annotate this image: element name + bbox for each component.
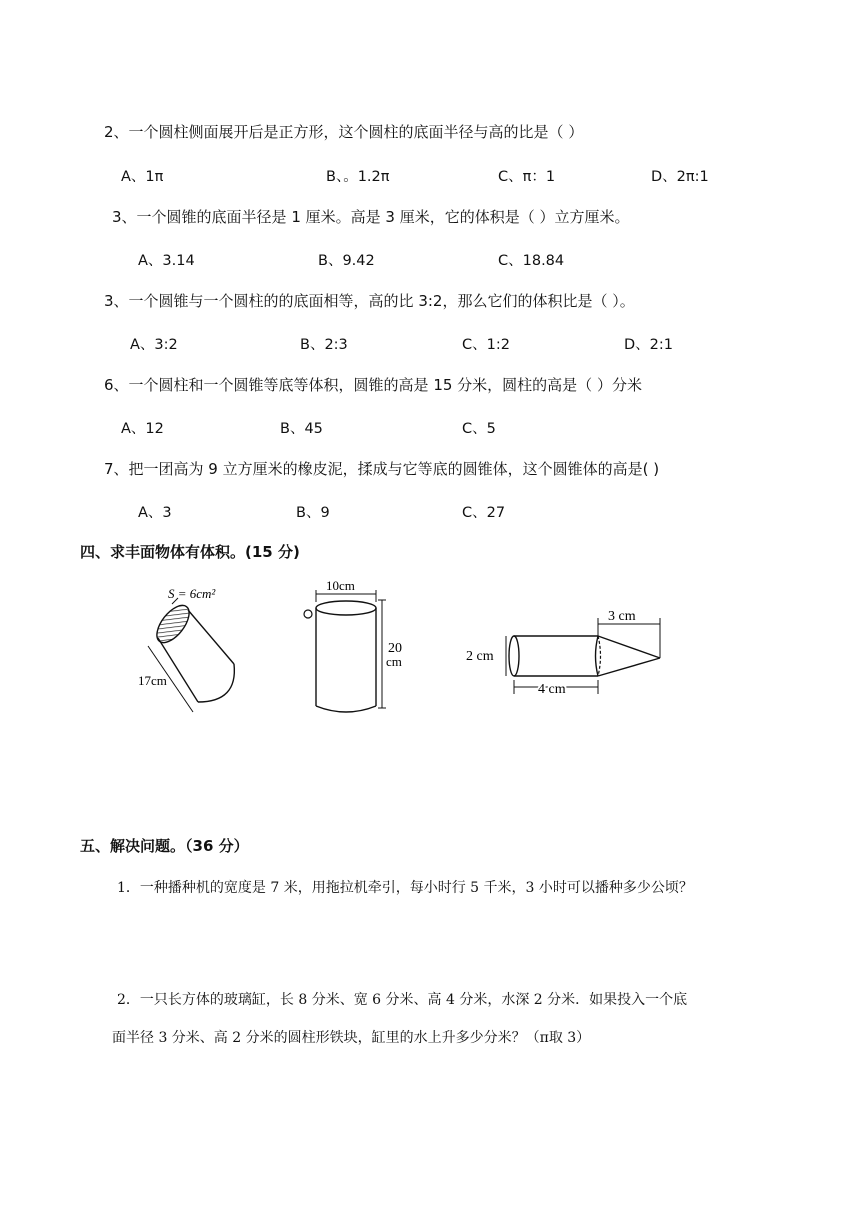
question-7-text: 7、把一团高为 9 立方厘米的橡皮泥，揉成与它等底的圆锥体，这个圆锥体的高是( ) bbox=[104, 460, 660, 478]
question-3a-option-b: B、9.42 bbox=[318, 253, 375, 269]
fig2-height-unit: cm bbox=[386, 654, 402, 669]
cylinder-cone-body bbox=[509, 636, 660, 676]
figure-tilted-cylinder bbox=[138, 578, 248, 718]
fig3-cone-height-label: 3 cm bbox=[608, 609, 636, 624]
fig3-cone-height-dimension bbox=[598, 618, 660, 658]
section-5-title: 五、解决问题。（36 分） bbox=[80, 837, 249, 855]
question-7-option-c: C、27 bbox=[462, 505, 506, 521]
question-3a-text: 3、一个圆锥的底面半径是 1 厘米。高是 3 厘米，它的体积是（ ）立方厘米。 bbox=[112, 208, 630, 226]
question-3b-option-a: A、3:2 bbox=[130, 337, 178, 353]
fig1-area-label: S = 6cm² bbox=[168, 586, 216, 601]
question-3b-option-d: D、2:1 bbox=[624, 337, 674, 353]
fig3-length-label: 4 cm bbox=[538, 682, 566, 697]
question-6-text: 6、一个圆柱和一个圆锥等底等体积，圆锥的高是 15 分米，圆柱的高是（ ）分米 bbox=[104, 376, 642, 394]
shaded-base bbox=[151, 600, 195, 648]
question-2-option-c: C、π：1 bbox=[498, 169, 556, 185]
question-3b-option-b: B、2:3 bbox=[300, 337, 348, 353]
problem-2-text-line1: 2．一只长方体的玻璃缸，长 8 分米、宽 6 分米、高 4 分米，水深 2 分米．如果投入一个底 bbox=[117, 992, 688, 1008]
question-3b-text: 3、一个圆锥与一个圆柱的的底面相等，高的比 3:2，那么它们的体积比是（ ）。 bbox=[104, 292, 635, 310]
section-4-title: 四、求丰面物体有体积。(15 分) bbox=[80, 543, 300, 561]
question-6-option-a: A、12 bbox=[121, 421, 164, 437]
cylinder-body bbox=[304, 601, 376, 712]
question-3a-option-a: A、3.14 bbox=[138, 253, 195, 269]
fig2-diameter-label: 10cm bbox=[326, 578, 355, 593]
fig3-diameter-label: 2 cm bbox=[466, 649, 494, 664]
fig2-height-dimension bbox=[378, 600, 386, 708]
question-7-option-b: B、9 bbox=[296, 505, 330, 521]
question-6-option-c: C、5 bbox=[462, 421, 496, 437]
figure-cylinder-cone bbox=[462, 600, 672, 700]
question-6-option-b: B、45 bbox=[280, 421, 323, 437]
question-3a-option-c: C、18.84 bbox=[498, 253, 565, 269]
question-2-option-d: D、2π:1 bbox=[651, 169, 709, 185]
question-7-option-a: A、3 bbox=[138, 505, 172, 521]
question-2-option-b: B、。1.2π bbox=[326, 169, 390, 185]
fig2-height-number: 20 bbox=[388, 641, 402, 656]
question-2-text: 2、一个圆柱侧面展开后是正方形，这个圆柱的底面半径与高的比是（ ） bbox=[104, 123, 584, 141]
problem-1-text: 1．一种播种机的宽度是 7 米，用拖拉机牵引，每小时行 5 千米，3 小时可以播种多少公顷？ bbox=[117, 880, 693, 896]
figure-upright-cylinder bbox=[300, 578, 410, 718]
question-3b-option-c: C、1:2 bbox=[462, 337, 510, 353]
question-2-option-a: A、1π bbox=[121, 169, 164, 185]
fig1-length-label: 17cm bbox=[138, 673, 167, 688]
problem-2-text-line2: 面半径 3 分米、高 2 分米的圆柱形铁块，缸里的水上升多少分米？（π取 3） bbox=[112, 1030, 591, 1046]
